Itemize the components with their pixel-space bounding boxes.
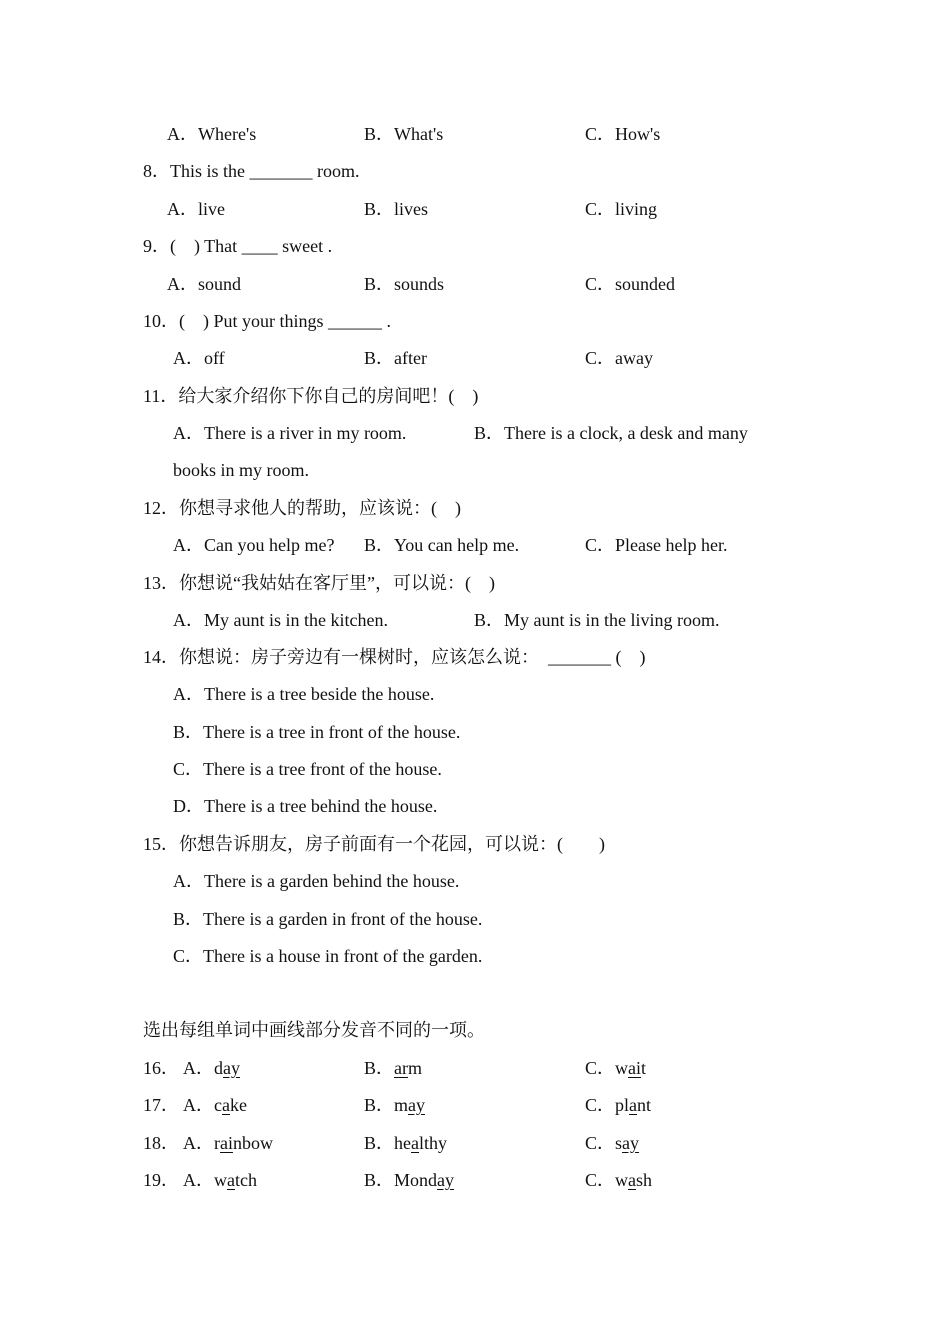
q10-option-c: C．away: [585, 348, 653, 368]
word-part: nt: [637, 1095, 652, 1115]
underlined-letters: ay: [622, 1133, 640, 1153]
word-part: lthy: [419, 1133, 448, 1153]
word-part: r: [214, 1133, 220, 1153]
q8-option-a: A．live: [167, 199, 225, 219]
underlined-letters: a: [411, 1133, 420, 1153]
option-letter: C．: [585, 1095, 616, 1115]
q10-option-a: A．off: [173, 348, 225, 368]
q11-options: [0, 420, 950, 446]
underlined-letters: ay: [223, 1058, 240, 1078]
q14-option-c: C．There is a tree front of the house.: [173, 759, 442, 779]
q12-option-c: C．Please help her.: [585, 535, 728, 555]
q18-option-c: [585, 1130, 639, 1156]
q11-option-b-continuation-line: [0, 457, 950, 483]
q12-stem-line: [0, 495, 950, 521]
word-part: Mond: [394, 1170, 438, 1190]
q19-number: 19．: [143, 1170, 179, 1190]
q15-option-c-line: [0, 943, 950, 969]
q19-option-b: [364, 1167, 454, 1193]
q17-number: 17．: [143, 1095, 179, 1115]
q8-stem: 8．This is the _______ room.: [143, 161, 360, 181]
q16-option-c: [585, 1055, 646, 1081]
q16-option-b: [364, 1055, 422, 1081]
q11-option-b: B．There is a clock, a desk and many: [474, 423, 748, 443]
q15-stem: 15．你想告诉朋友，房子前面有一个花园，可以说：( ): [143, 834, 605, 854]
option-letter: C．: [585, 1058, 616, 1078]
q10-options: [0, 345, 950, 371]
word-part: w: [214, 1170, 227, 1190]
q12-option-b: B．You can help me.: [364, 535, 520, 555]
q19-option-a: [183, 1167, 257, 1193]
option-letter: C．: [585, 1133, 616, 1153]
q17-option-a: [183, 1092, 247, 1118]
q10-option-b: B．after: [364, 348, 427, 368]
q15-stem-line: [0, 831, 950, 857]
q18-number: 18．: [143, 1133, 179, 1153]
q14-option-a: A．There is a tree beside the house.: [173, 684, 435, 704]
q17-row: [0, 1092, 950, 1118]
q9-options: [0, 271, 950, 297]
q14-stem: 14．你想说：房子旁边有一棵树时，应该怎么说： _______ ( ): [143, 647, 646, 667]
underlined-letters: a: [628, 1170, 637, 1190]
word-part: nbow: [233, 1133, 273, 1153]
q18-option-b: [364, 1130, 447, 1156]
q18-row: [0, 1130, 950, 1156]
q13-stem-line: [0, 570, 950, 596]
q12-option-a: A．Can you help me?: [173, 535, 335, 555]
q17-option-b: [364, 1092, 425, 1118]
q18-option-a: [183, 1130, 273, 1156]
word-part: d: [214, 1058, 223, 1078]
section-instruction: 选出每组单词中画线部分发音不同的一项。: [143, 1020, 485, 1040]
q14-option-c-line: [0, 756, 950, 782]
q15-option-a-line: [0, 868, 950, 894]
option-letter: B．: [364, 1095, 395, 1115]
q9-option-c: C．sounded: [585, 274, 675, 294]
q15-option-a: A．There is a garden behind the house.: [173, 871, 460, 891]
option-letter: B．: [364, 1133, 395, 1153]
option-letter: C．: [585, 1170, 616, 1190]
q14-option-d-line: [0, 793, 950, 819]
underlined-letters: ay: [408, 1095, 426, 1115]
word-part: t: [641, 1058, 647, 1078]
q13-options: [0, 607, 950, 633]
q9-stem-line: [0, 233, 950, 259]
option-letter: A．: [183, 1058, 214, 1078]
q11-option-a: A．There is a river in my room.: [173, 423, 407, 443]
q15-option-c: C．There is a house in front of the garden.: [173, 946, 483, 966]
word-part: pl: [615, 1095, 630, 1115]
q19-option-c: [585, 1167, 652, 1193]
q14-option-d: D．There is a tree behind the house.: [173, 796, 438, 816]
q8-options: [0, 196, 950, 222]
section-instruction-line: [0, 1017, 950, 1043]
word-part: he: [394, 1133, 412, 1153]
option-letter: B．: [364, 1170, 395, 1190]
q16-number: 16．: [143, 1058, 179, 1078]
q9-option-b: B．sounds: [364, 274, 445, 294]
word-part: m: [408, 1058, 423, 1078]
option-letter: A．: [183, 1133, 214, 1153]
q14-option-b-line: [0, 719, 950, 745]
option-letter: A．: [183, 1095, 214, 1115]
underlined-letters: ay: [437, 1170, 455, 1190]
q10-stem: 10．( ) Put your things ______ .: [143, 311, 392, 331]
q7-options: [0, 121, 950, 147]
underlined-letters: ai: [220, 1133, 233, 1153]
word-part: s: [615, 1133, 623, 1153]
word-part: ke: [230, 1095, 247, 1115]
q13-stem: 13．你想说“我姑姑在客厅里”，可以说：( ): [143, 573, 495, 593]
q14-option-a-line: [0, 681, 950, 707]
underlined-letters: a: [222, 1095, 230, 1115]
q19-row: [0, 1167, 950, 1193]
q15-option-b-line: [0, 906, 950, 932]
q9-stem: 9．( ) That ____ sweet .: [143, 236, 333, 256]
word-part: tch: [235, 1170, 257, 1190]
q13-option-b: B．My aunt is in the living room.: [474, 610, 720, 630]
q8-stem-line: [0, 158, 950, 184]
q8-option-b: B．lives: [364, 199, 429, 219]
underlined-letters: ai: [628, 1058, 642, 1078]
q15-option-b: B．There is a garden in front of the house.: [173, 909, 483, 929]
q9-option-a: A．sound: [167, 274, 242, 294]
q13-option-a: A．My aunt is in the kitchen.: [173, 610, 388, 630]
underlined-letters: a: [227, 1170, 235, 1190]
q7-option-c: C．How's: [585, 124, 661, 144]
option-letter: A．: [183, 1170, 214, 1190]
word-part: w: [615, 1170, 629, 1190]
q8-option-c: C．living: [585, 199, 658, 219]
q11-option-b-continuation: books in my room.: [173, 460, 310, 480]
word-part: m: [394, 1095, 409, 1115]
q12-options: [0, 532, 950, 558]
q11-stem-line: [0, 383, 950, 409]
q14-stem-line: [0, 644, 950, 670]
q11-stem: 11．给大家介绍你下你自己的房间吧！( ): [143, 386, 479, 406]
q17-option-c: [585, 1092, 651, 1118]
underlined-letters: ar: [394, 1058, 408, 1078]
q16-row: [0, 1055, 950, 1081]
word-part: sh: [636, 1170, 653, 1190]
q7-option-a: A．Where's: [167, 124, 257, 144]
q16-option-a: [183, 1055, 240, 1081]
q7-option-b: B．What's: [364, 124, 444, 144]
word-part: w: [615, 1058, 629, 1078]
underlined-letters: a: [629, 1095, 638, 1115]
q10-stem-line: [0, 308, 950, 334]
word-part: c: [214, 1095, 222, 1115]
q14-option-b: B．There is a tree in front of the house.: [173, 722, 461, 742]
q12-stem: 12．你想寻求他人的帮助，应该说：( ): [143, 498, 461, 518]
option-letter: B．: [364, 1058, 395, 1078]
